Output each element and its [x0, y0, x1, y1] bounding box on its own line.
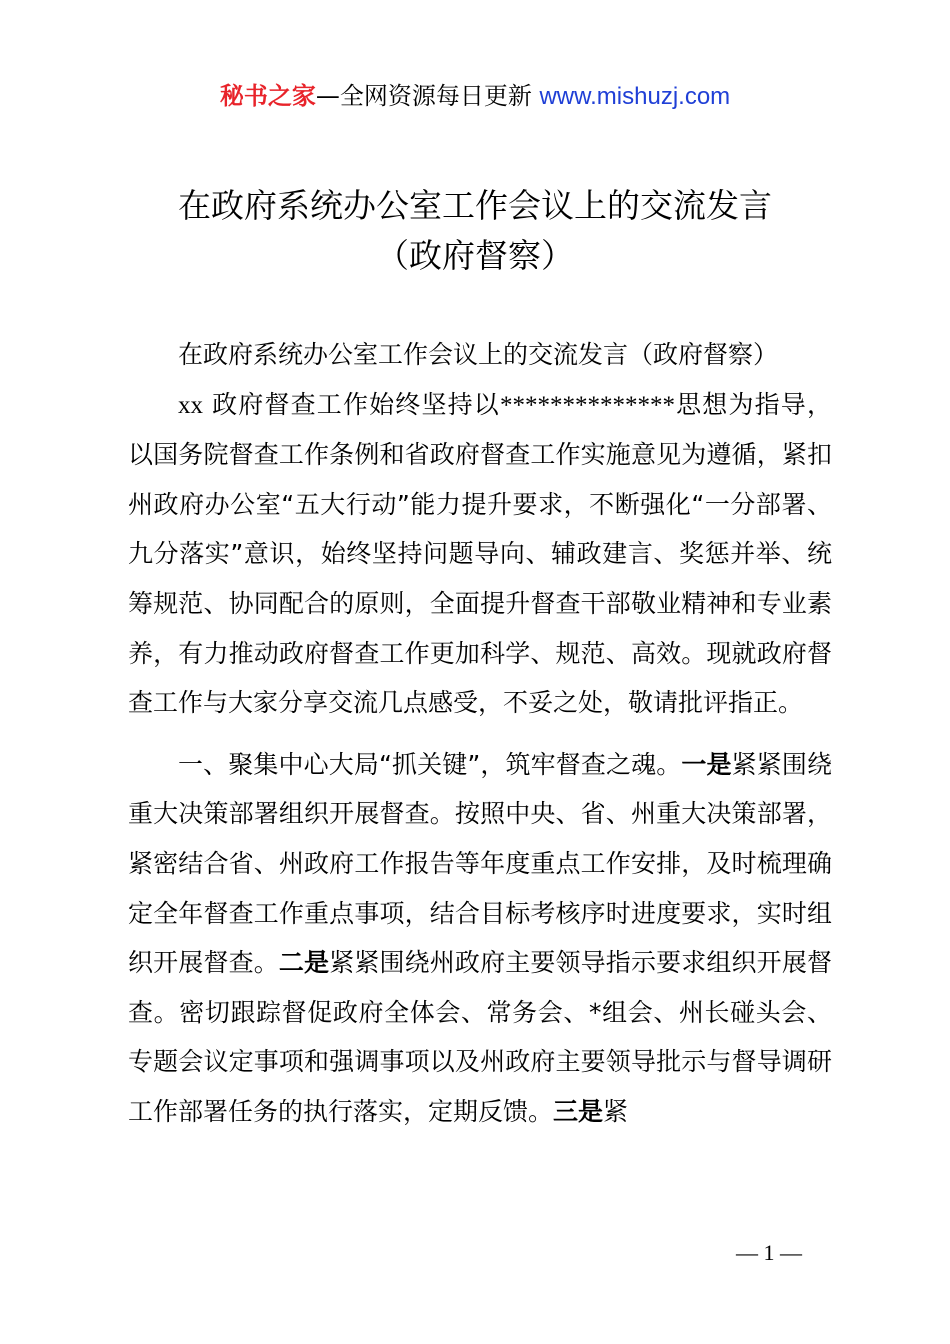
document-subtitle: （政府督察）	[376, 236, 574, 275]
intro-heading: 在政府系统办公室工作会议上的交流发言（政府督察）	[178, 340, 779, 369]
document-body	[128, 330, 832, 1137]
paragraph-intro-text-b: 思想为指导，以国务院督查工作条例和省政府督查工作实施意见为遵循，紧扣州政府办公室“五大行动”能力提升要求，不断强化“一分部署、九分落实”意识，始终坚持问题导向、辅政建言、奖惩并举、统筹规范、协同配合的原则，全面提升督查干部敬业精神和专业素养，有力推动政府督查工作更加科学、规范、高效。现就政府督查工作与大家分享交流几点感受，不妥之处，敬请批评指正。	[128, 389, 832, 718]
redacted-stars: **************	[499, 391, 675, 419]
section-1-heading: 一、聚集中心大局“抓关键”，筑牢督查之魂。	[178, 749, 682, 779]
site-tagline: —全网资源每日更新	[315, 82, 540, 110]
point-text-1: 紧紧围绕重大决策部署组织开展督查。按照中央、省、州重大决策部署，紧密结合省、州政府工作报告等年度重点工作安排，及时梳理确定全年督查工作重点事项，结合目标考核序时进度要求，实时组织开展督查。	[128, 749, 832, 978]
point-text-2: 紧紧围绕州政府主要领导指示要求组织开展督查。密切跟踪督促政府全体会、常务会、*组会、州长碰头会、专题会议定事项和强调事项以及州政府主要领导批示与督导调研工作部署任务的执行落实，定期反馈。	[128, 948, 832, 1126]
page-number: — 1 —	[736, 1240, 802, 1265]
site-url-link[interactable]: www.mishuzj.com	[539, 83, 731, 110]
paragraph-intro	[128, 380, 832, 728]
point-marker-3: 三是	[553, 1096, 604, 1126]
site-header	[0, 80, 950, 113]
point-text-3: 紧	[603, 1096, 629, 1126]
placeholder-prefix: xx	[178, 391, 203, 419]
section-1-paragraph	[128, 740, 832, 1137]
paragraph-intro-text-a: 政府督查工作始终坚持以	[203, 389, 500, 419]
point-marker-1: 一是	[681, 749, 732, 779]
point-marker-2: 二是	[278, 948, 330, 978]
site-brand: 秘书之家	[219, 82, 316, 110]
document-title: 在政府系统办公室工作会议上的交流发言	[178, 186, 772, 225]
